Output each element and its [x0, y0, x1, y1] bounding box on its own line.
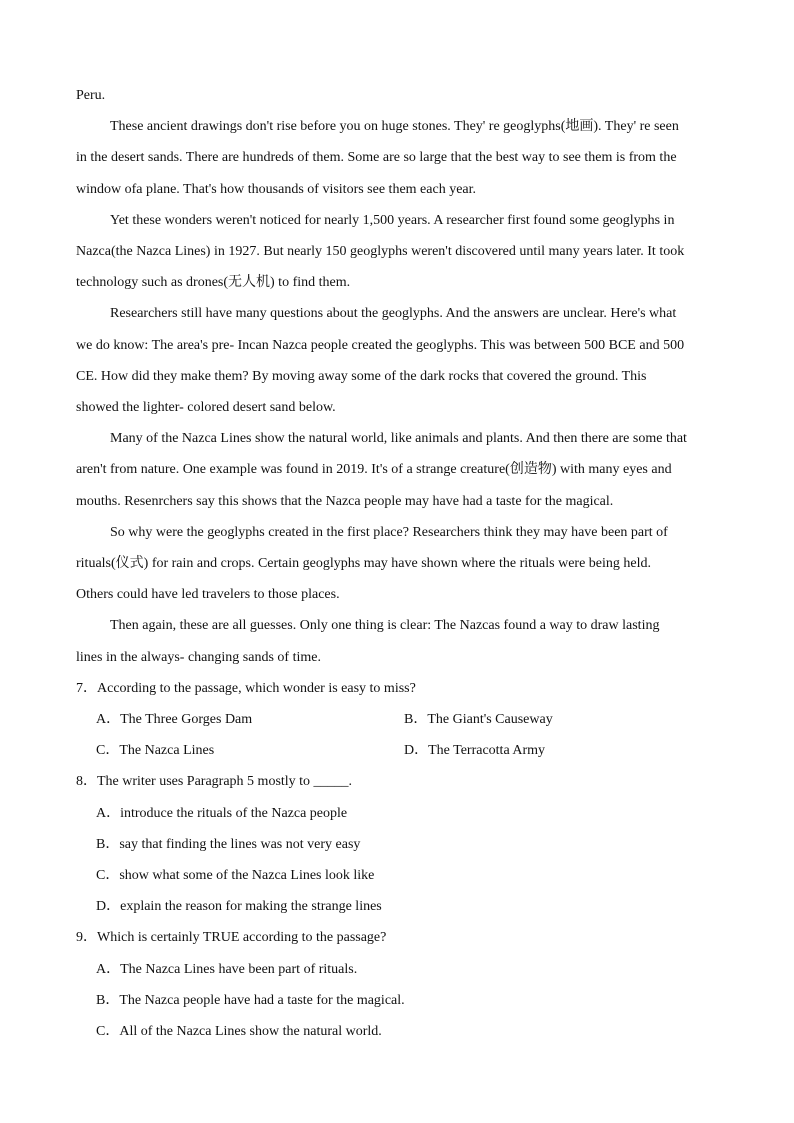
option-row [76, 735, 718, 766]
question-8 [76, 766, 718, 922]
passage-line: Nazca(the Nazca Lines) in 1927. But nearly 150 geoglyphs weren't discovered until many years later. It took [76, 244, 685, 260]
passage-line: showed the lighter- colored desert sand below. [76, 400, 336, 416]
passage-line: Many of the Nazca Lines show the natural world, like animals and plants. And then there are some that [110, 431, 687, 447]
page-content [76, 80, 718, 1047]
answer-option[interactable]: D．The Terracotta Army [404, 743, 546, 759]
answer-option[interactable]: A．introduce the rituals of the Nazca people [96, 805, 348, 821]
passage-line: These ancient drawings don't rise before you on huge stones. They' re geoglyphs(地画). They' re seen [110, 119, 679, 135]
answer-option[interactable]: B．say that finding the lines was not very easy [96, 836, 361, 852]
passage [76, 80, 718, 673]
passage-line: in the desert sands. There are hundreds of them. Some are so large that the best way to see them is from the [76, 150, 677, 166]
question-9 [76, 922, 718, 1047]
answer-option[interactable]: C．show what some of the Nazca Lines look like [96, 868, 375, 884]
question-7 [76, 673, 718, 767]
passage-line: technology such as drones(无人机) to find them. [76, 275, 351, 291]
passage-line: mouths. Resenrchers say this shows that the Nazca people may have had a taste for the magical. [76, 493, 614, 509]
passage-line: we do know: The area's pre- Incan Nazca people created the geoglyphs. This was between 500 BCE and 500 [76, 337, 685, 353]
answer-option[interactable]: A．The Three Gorges Dam [96, 712, 253, 728]
passage-line: Researchers still have many questions about the geoglyphs. And the answers are unclear. Here's what [110, 306, 677, 322]
passage-line: Yet these wonders weren't noticed for nearly 1,500 years. A researcher first found some geoglyphs in [110, 212, 675, 228]
question-stem: 9．Which is certainly TRUE according to the passage? [76, 930, 387, 946]
answer-option[interactable]: D．explain the reason for making the strange lines [96, 899, 382, 915]
passage-line: Then again, these are all guesses. Only one thing is clear: The Nazcas found a way to draw lasting [110, 618, 660, 634]
passage-line: Others could have led travelers to those places. [76, 587, 340, 603]
passage-line: Peru. [76, 88, 106, 103]
questions [76, 673, 718, 1047]
passage-line: rituals(仪式) for rain and crops. Certain geoglyphs may have shown where the rituals were being held. [76, 556, 651, 572]
answer-option[interactable]: C．All of the Nazca Lines show the natural world. [96, 1024, 382, 1040]
passage-line: So why were the geoglyphs created in the first place? Researchers think they may have been part of [110, 524, 668, 540]
answer-option[interactable]: C．The Nazca Lines [96, 743, 215, 759]
passage-line: CE. How did they make them? By moving away some of the dark rocks that covered the ground. This [76, 368, 647, 384]
answer-option[interactable]: B．The Giant's Causeway [404, 712, 553, 728]
option-row [76, 704, 718, 735]
passage-line: window ofa plane. That's how thousands of visitors see them each year. [76, 181, 477, 197]
question-stem: 7．According to the passage, which wonder is easy to miss? [76, 680, 416, 696]
answer-option[interactable]: B．The Nazca people have had a taste for the magical. [96, 992, 405, 1008]
question-stem: 8．The writer uses Paragraph 5 mostly to _____. [76, 774, 353, 790]
passage-line: aren't from nature. One example was found in 2019. It's of a strange creature(创造物) with many eyes and [76, 462, 672, 478]
passage-line: lines in the always- changing sands of time. [76, 649, 321, 665]
answer-option[interactable]: A．The Nazca Lines have been part of rituals. [96, 961, 358, 977]
